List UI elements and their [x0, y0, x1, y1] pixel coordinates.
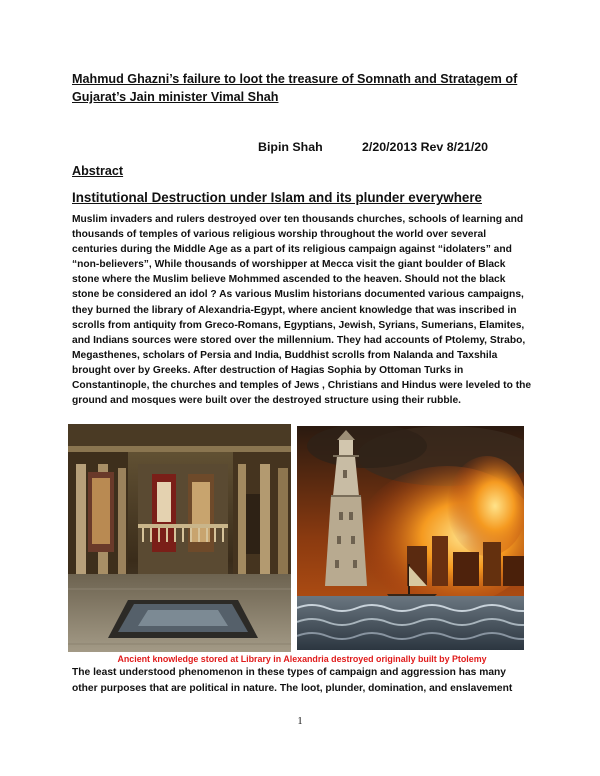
paragraph-2: The least understood phenomenon in these types of campaign and aggression has many other purposes that are political in nature. The loot, plunder, domination, and enslavement — [72, 667, 513, 694]
burning-alexandria-image — [297, 426, 524, 650]
image-caption: Ancient knowledge stored at Library in Alexandria destroyed originally built by Ptolemy — [117, 654, 487, 664]
author-name: Bipin Shah — [258, 140, 323, 154]
document-title: Mahmud Ghazni’s failure to loot the treasure of Somnath and Stratagem of Gujarat’s Jain minister Vimal Shah — [72, 72, 518, 104]
document-date: 2/20/2013 Rev 8/21/20 — [362, 140, 489, 154]
section-heading: Institutional Destruction under Islam and its plunder everywhere — [72, 190, 482, 205]
paragraph-1: Muslim invaders and rulers destroyed over ten thousands churches, schools of learning and thousands of temples of various religious worship throughout the world over several centuries during the Middle Age as a part of its religious campaign against “idolaters” and “non-believers”, While thousands of worshipper at Mecca visit the giant boulder of Black stone where the Muslim believe Mohmmed ascended to the heaven. Should not the black stone be considered an idol ? As various Muslim historians documented various campaigns, they burned the library of Alexandria-Egypt, where ancient knowledge that was inscribed in scrolls from antiquity from Greco-Romans, Egyptians, Jewish, Syrians, Sumerians, Elamites, and Indians sources were stored over the millennium. They had accounts of Ptolemy, Strabo, Megasthenes, scholars of Persia and India, Buddhist scrolls from Nalanda and Taxshila brought over by Greeks. After destruction of Hagias Sophia by Ottoman Turks in Constantinople, the churches and temples of Jews , Christians and Hindus were leveled to the ground and mosques were built over the destroyed structure using their rubble. — [72, 214, 532, 407]
page-number: 1 — [297, 716, 303, 727]
library-interior-image — [68, 424, 291, 652]
abstract-heading: Abstract — [72, 164, 124, 178]
